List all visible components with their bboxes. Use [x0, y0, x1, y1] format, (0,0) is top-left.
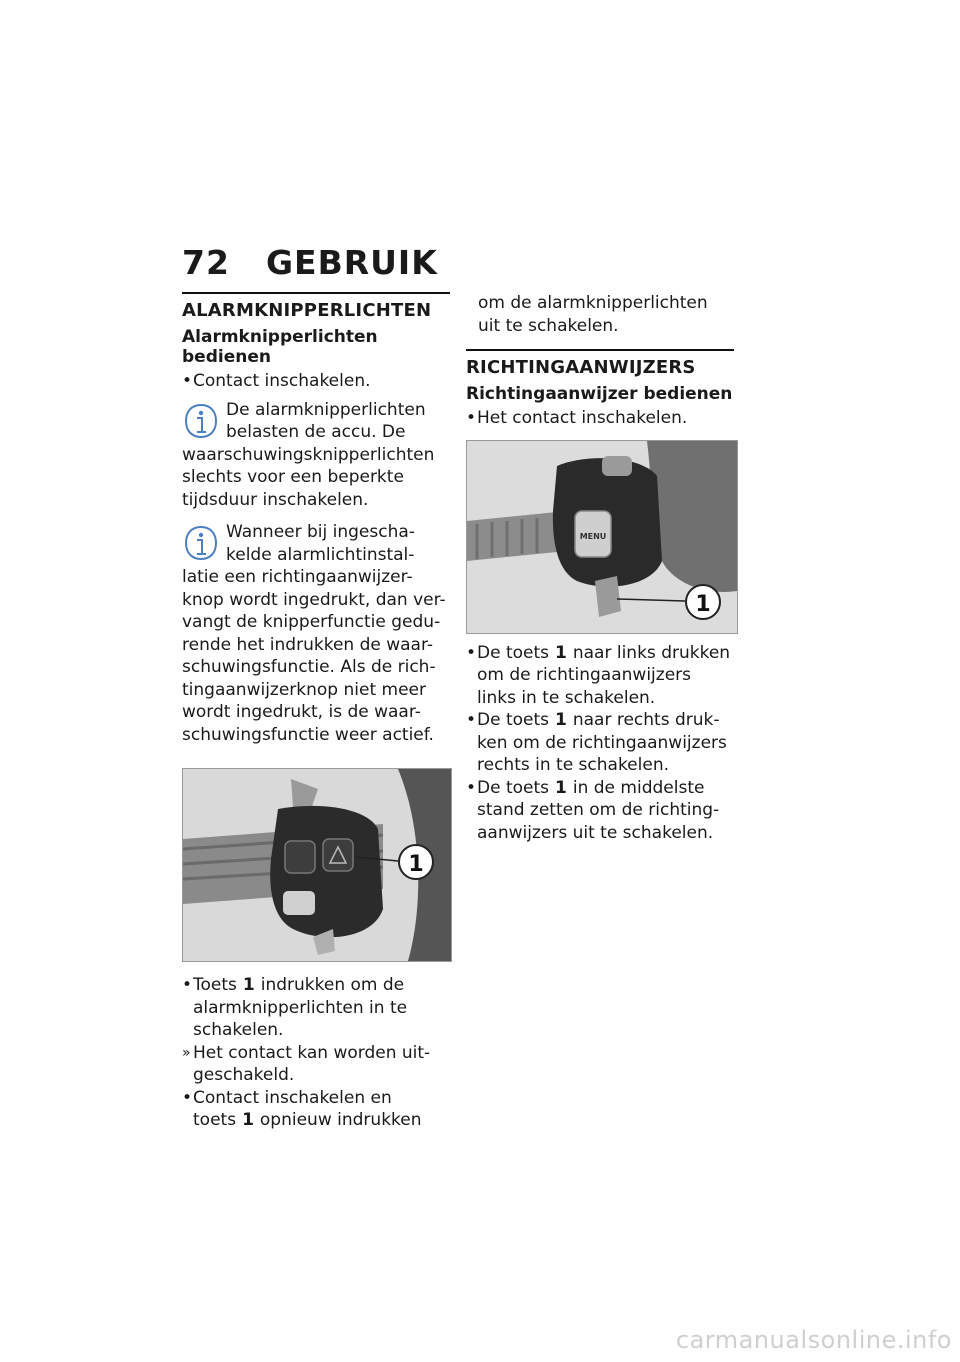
key-reference: 1 [555, 642, 567, 663]
result-item: » Het contact kan worden uit-geschakeld. [182, 1042, 450, 1087]
section-rule [182, 292, 450, 294]
info-note [182, 399, 450, 512]
menu-button-label: MENU [579, 531, 607, 541]
section-rule [466, 349, 734, 351]
info-icon [182, 401, 220, 441]
section-title-hazard: ALARMKNIPPERLICHTEN [182, 300, 432, 321]
note-text: De alarmknipperlichten belasten de accu. De waarschuwingsknipperlichten slechts voor een beperkte tijdsduur inschakelen. [182, 399, 435, 510]
watermark: carmanualsonline.info [675, 1326, 952, 1354]
turn-signal-switch-illustration [467, 441, 737, 633]
left-column [182, 292, 450, 1132]
step-text: in de middelste stand zetten om de richting-aanwijzers uit te schakelen. [477, 777, 720, 843]
key-reference: 1 [555, 777, 567, 798]
step-text: naar links drukken om de richtingaanwijzers links in te schakelen. [477, 642, 731, 708]
figure-callout: 1 [408, 852, 424, 877]
key-reference: 1 [242, 1110, 254, 1130]
subsection-title-turn-signals: Richtingaanwijzer bedienen [466, 384, 733, 404]
left-handlebar-switch-illustration [183, 769, 451, 961]
step-item [466, 709, 734, 777]
step-list [466, 407, 734, 430]
step-text: De toets [477, 642, 550, 663]
page-header [182, 243, 438, 282]
key-reference: 1 [242, 975, 255, 995]
step-item [182, 974, 450, 1042]
note-text: Wanneer bij ingescha-kelde alarmlichtinstal-latie een richtingaanwijzer-knop wordt ingedrukt, dan ver-vangt de knipperfunctie gedu-rende het indrukken de waar-schuwingsfunctie. Als de rich-tingaanwijzerknop niet meer wordt ingedrukt, is de waar-schuwingsfunctie weer actief. [182, 522, 446, 745]
step-list [466, 642, 734, 845]
step-text: Toets [193, 975, 237, 995]
step-text: De toets [477, 777, 550, 798]
step-list [182, 974, 450, 1132]
info-note [182, 521, 450, 746]
step-item [182, 1087, 450, 1132]
step-text: indrukken om de alarmknipperlichten in te schakelen. [193, 975, 408, 1040]
chapter-title: GEBRUIK [265, 243, 438, 282]
section-title-turn-signals: RICHTINGAANWIJZERS [466, 357, 696, 378]
hazard-switch-figure [182, 768, 452, 962]
step-item: • Contact inschakelen. [182, 370, 450, 393]
right-column [466, 292, 734, 844]
figure-callout: 1 [695, 591, 711, 617]
turn-signal-switch-figure [466, 440, 738, 634]
step-item [466, 777, 734, 845]
step-text: naar rechts druk-ken om de richtingaanwijzers rechts in te schakelen. [477, 710, 727, 775]
key-reference: 1 [555, 710, 567, 730]
continuation-text: om de alarmknipperlichten uit te schakelen. [478, 293, 708, 336]
subsection-title-hazard: Alarmknipperlichten bedienen [182, 327, 378, 367]
step-text: opnieuw indrukken [259, 1110, 422, 1130]
step-text: De toets [477, 710, 550, 730]
info-icon [182, 523, 220, 563]
step-item [466, 642, 734, 710]
page-number: 72 [182, 243, 230, 282]
step-text: Contact inschakelen en toets [193, 1087, 392, 1130]
step-list [182, 370, 450, 393]
step-item: • Het contact inschakelen. [466, 407, 734, 430]
